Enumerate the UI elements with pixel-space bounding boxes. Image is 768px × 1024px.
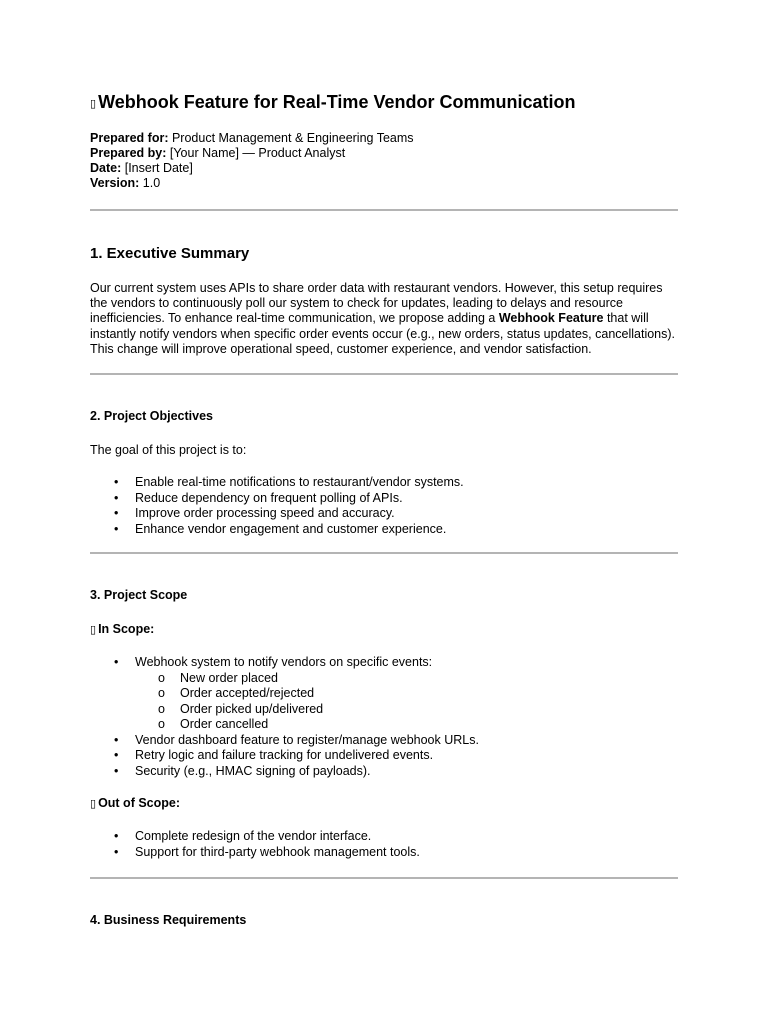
section-heading-project-objectives: 2. Project Objectives (90, 409, 213, 423)
executive-summary-paragraph: Our current system uses APIs to share order data with restaurant vendors. However, this setup requires the vendors to continuously poll our system to check for updates, leading to delays and resource inefficiencies. To enhance real-time communication, we propose adding a Webhook Feature that will instantly notify vendors when specific order events occur (e.g., new orders, status updates, cancellations). This change will improve operational speed, customer experience, and vendor satisfaction. (90, 281, 676, 356)
in-scope-heading: ▯ In Scope: (90, 622, 155, 637)
title-glyph-icon: ▯ (90, 96, 97, 110)
meta-prepared-for: Prepared for: Product Management & Engineering Teams (90, 131, 414, 145)
list-item: • Reduce dependency on frequent polling of APIs. (114, 490, 403, 505)
list-item: • Support for third-party webhook management tools. (114, 844, 420, 859)
objectives-list (90, 475, 464, 537)
sub-list-item: o New order placed (158, 670, 278, 685)
list-item: • Webhook system to notify vendors on specific events: (114, 655, 433, 669)
objectives-intro: The goal of this project is to: (90, 443, 247, 457)
list-item: • Security (e.g., HMAC signing of payloads). (114, 763, 371, 778)
list-item: • Improve order processing speed and accuracy. (114, 506, 395, 520)
meta-version: Version: 1.0 (90, 176, 161, 190)
document-title (90, 92, 575, 113)
divider (90, 209, 678, 211)
section-heading-business-requirements: 4. Business Requirements (90, 913, 247, 927)
divider (90, 373, 678, 375)
list-item: • Complete redesign of the vendor interface. (114, 829, 372, 843)
sub-list-item: o Order accepted/rejected (158, 686, 315, 700)
divider (90, 877, 678, 879)
list-item: • Vendor dashboard feature to register/manage webhook URLs. (114, 732, 479, 747)
out-of-scope-heading: ▯ Out of Scope: (90, 796, 181, 811)
meta-prepared-by: Prepared by: [Your Name] — Product Analyst (90, 146, 346, 160)
in-scope-list (90, 655, 479, 779)
meta-date: Date: [Insert Date] (90, 161, 193, 175)
out-of-scope-list (90, 829, 420, 860)
sub-list-item: o Order picked up/delivered (158, 701, 324, 716)
divider (90, 552, 678, 554)
out-of-scope-glyph-icon: ▯ (90, 797, 97, 811)
list-item: • Enhance vendor engagement and customer experience. (114, 521, 447, 536)
in-scope-glyph-icon: ▯ (90, 623, 97, 637)
sub-list-item: o Order cancelled (158, 717, 269, 731)
section-heading-project-scope: 3. Project Scope (90, 588, 188, 602)
list-item: • Retry logic and failure tracking for undelivered events. (114, 748, 434, 762)
document-meta (90, 131, 414, 191)
webhook-feature-emphasis: Webhook Feature (498, 311, 604, 326)
document-title-text: Webhook Feature for Real-Time Vendor Communication (98, 92, 576, 112)
list-item: • Enable real-time notifications to restaurant/vendor systems. (114, 475, 464, 489)
section-heading-executive-summary: 1. Executive Summary (90, 245, 250, 262)
